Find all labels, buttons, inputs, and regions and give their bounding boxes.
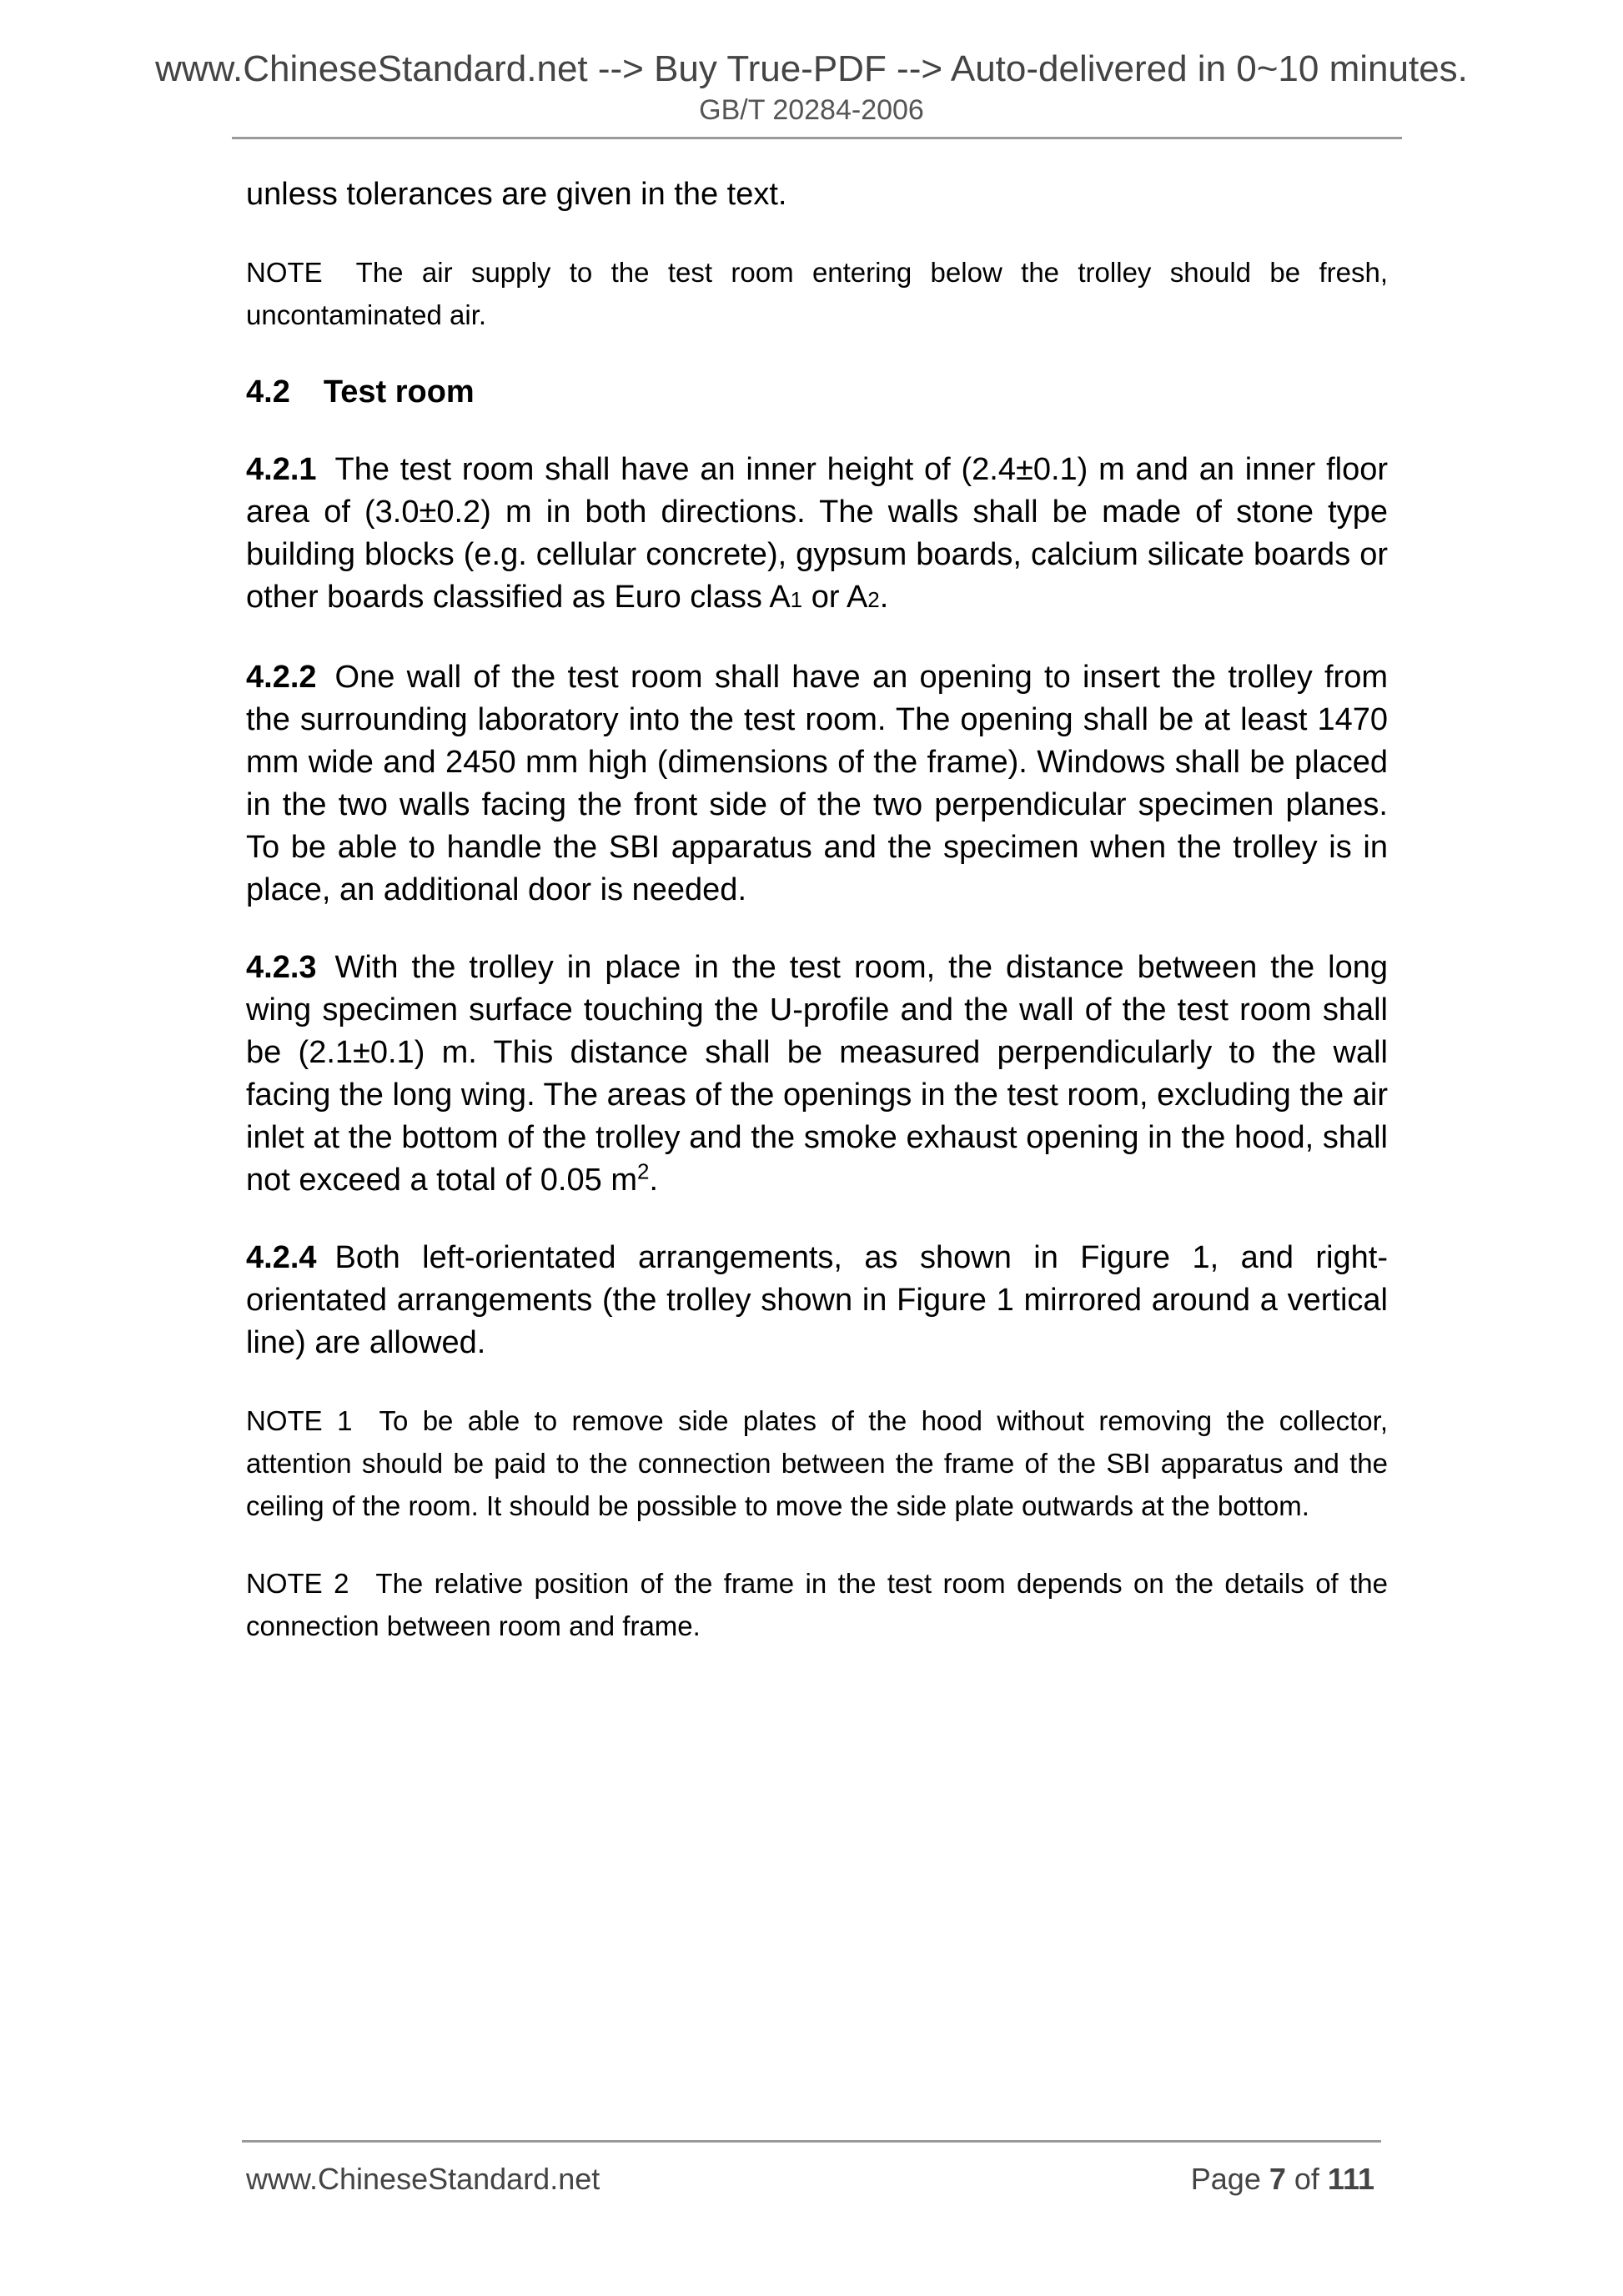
- clause-text: The test room shall have an inner height of (2.4±0.1) m and an inner floor area of (3.0±0.2) m in both directions. The walls shall be made of stone type building blocks (e.g. cellular concrete), gypsum boards, calcium silicate boards or other boards classified as Euro class A: [246, 452, 1388, 615]
- note-1: [246, 1399, 1388, 1527]
- clause-text: .: [649, 1163, 659, 1198]
- clause-4-2-4: [246, 1237, 1388, 1364]
- page-prefix: Page: [1190, 2162, 1269, 2196]
- note-label: NOTE 1: [246, 1405, 353, 1436]
- intro-text: unless tolerances are given in the text.: [246, 177, 787, 212]
- subscript: 2: [867, 587, 880, 612]
- note-0: [246, 251, 1388, 336]
- clause-text: or A: [802, 580, 868, 615]
- section-title: Test room: [323, 374, 475, 409]
- note-text: The relative position of the frame in the test room depends on the details of the connection between room and frame.: [246, 1568, 1388, 1641]
- note-text: To be able to remove side plates of the hood without removing the collector, attention should be paid to the connection between the frame of the SBI apparatus and the ceiling of the room. It should be possible to move the side plate outwards at the bottom.: [246, 1405, 1388, 1521]
- section-number: 4.2: [246, 374, 290, 409]
- header-divider: [232, 137, 1402, 139]
- clause-number: 4.2.2: [246, 660, 317, 695]
- clause-number: 4.2.4: [246, 1240, 317, 1275]
- clause-4-2-3: [246, 947, 1388, 1202]
- page-of: of: [1285, 2162, 1328, 2196]
- note-text: The air supply to the test room entering below the trolley should be fresh, uncontaminated air.: [246, 257, 1388, 330]
- clause-number: 4.2.1: [246, 452, 317, 487]
- current-page: 7: [1269, 2162, 1286, 2196]
- standard-code: GB/T 20284-2006: [699, 94, 924, 126]
- subscript: 1: [790, 587, 803, 612]
- footer-divider: [242, 2140, 1381, 2143]
- clause-text: One wall of the test room shall have an opening to insert the trolley from the surrounding laboratory into the test room. The opening shall be at least 1470 mm wide and 2450 mm high (dimensions of the frame). Windows shall be placed in the two walls facing the front side of the two perpendicular specimen planes. To be able to handle the SBI apparatus and the specimen when the trolley is in place, an additional door is needed.: [246, 660, 1388, 907]
- note-label: NOTE 2: [246, 1568, 349, 1599]
- total-pages: 111: [1327, 2162, 1374, 2196]
- clause-number: 4.2.3: [246, 950, 317, 985]
- header-banner[interactable]: www.ChineseStandard.net --> Buy True-PDF --> Auto-delivered in 0~10 minutes.: [155, 48, 1468, 89]
- note-label: NOTE: [246, 257, 323, 288]
- section-heading: [246, 371, 1388, 414]
- clause-4-2-2: [246, 656, 1388, 912]
- footer-link[interactable]: www.ChineseStandard.net: [246, 2162, 600, 2196]
- clause-4-2-1: [246, 449, 1388, 621]
- clause-text: Both left-orientated arrangements, as shown in Figure 1, and right-orientated arrangements (the trolley shown in Figure 1 mirrored around a vertical line) are allowed.: [246, 1240, 1388, 1360]
- page-number: [1191, 2162, 1374, 2197]
- clause-text: With the trolley in place in the test room, the distance between the long wing specimen surface touching the U-profile and the wall of the test room shall be (2.1±0.1) m. This distance shall be measured perpendicularly to the wall facing the long wing. The areas of the openings in the test room, excluding the air inlet at the bottom of the trolley and the smoke exhaust opening in the hood, shall not exceed a total of 0.05 m: [246, 950, 1388, 1198]
- note-2: [246, 1562, 1388, 1647]
- superscript: 2: [636, 1158, 650, 1184]
- clause-text: .: [879, 580, 889, 615]
- document-body: [246, 173, 1388, 1682]
